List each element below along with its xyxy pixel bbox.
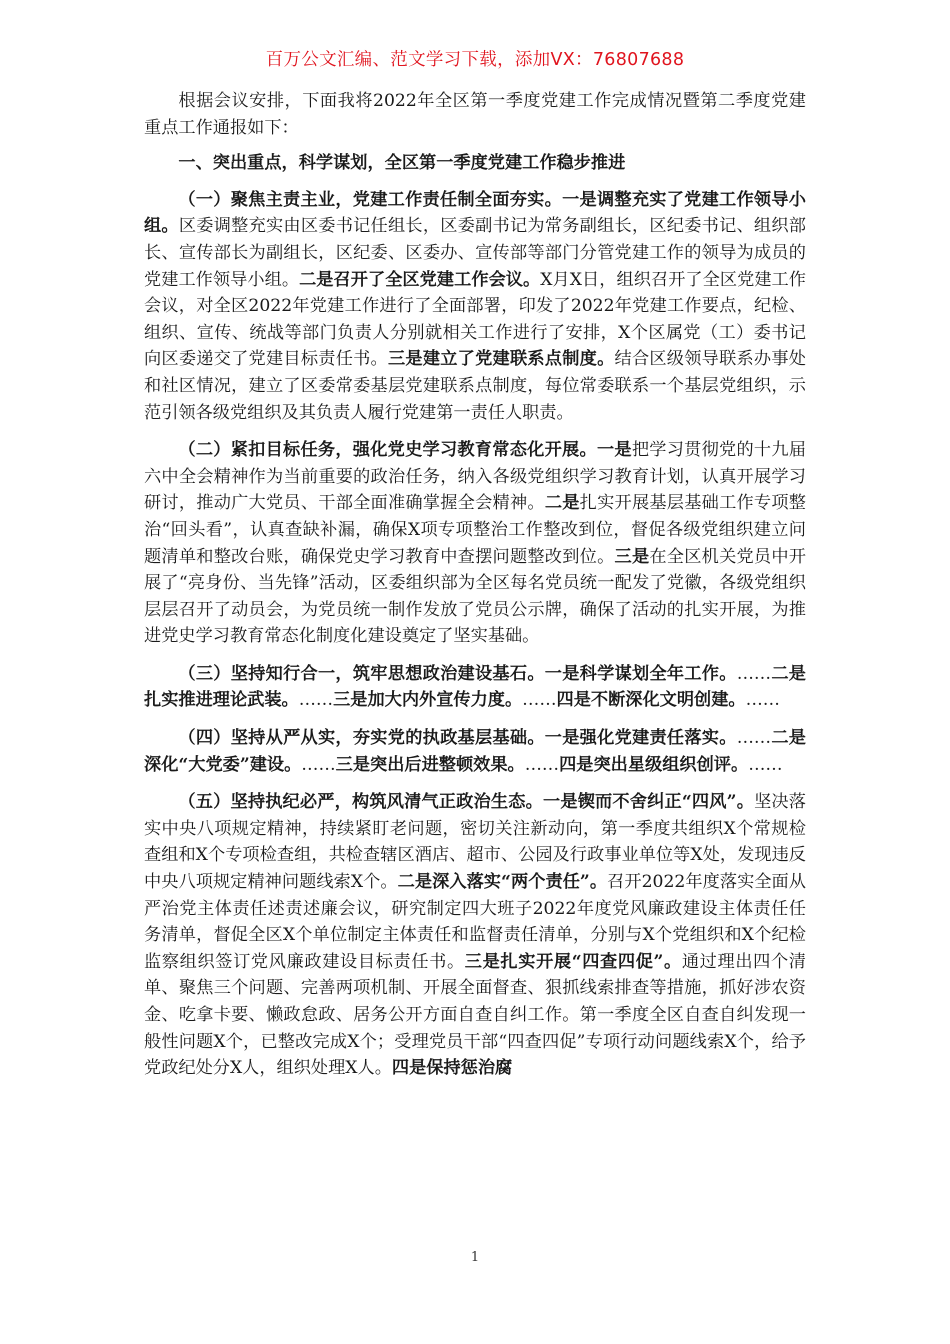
paragraph-2-point-1: 一是 bbox=[596, 440, 632, 461]
paragraph-1-point-2: 二是召开了全区党建工作会议。 bbox=[299, 269, 541, 290]
paragraph-4-point-3: 三是突出后进整顿效果。 bbox=[335, 754, 525, 775]
paragraph-3-point-3: 三是加大内外宣传力度。 bbox=[333, 690, 523, 711]
paragraph-5-point-4: 四是保持惩治腐 bbox=[391, 1058, 513, 1079]
paragraph-2-title: （二）紧扣目标任务，强化党史学习教育常态化开展。 bbox=[178, 440, 597, 461]
paragraph-2-point-2: 二是 bbox=[544, 493, 580, 514]
paragraph-3-title: （三）坚持知行合一，筑牢思想政治建设基石。 bbox=[178, 663, 545, 684]
paragraph-3-ellipsis-1: …… bbox=[736, 663, 772, 684]
paragraph-5-point-3: 三是扎实开展“四查四促”。 bbox=[464, 951, 682, 972]
paragraph-3-point-1: 一是科学谋划全年工作。 bbox=[544, 663, 737, 684]
paragraph-3-point-2: 二是扎实推进理论武装。 bbox=[144, 663, 806, 711]
paragraph-1-title: （一）聚焦主责主业，党建工作责任制全面夯实。 bbox=[178, 189, 563, 210]
paragraph-2-text-1: 把学习贯彻党的十九届六中全会精神作为当前重要的政治任务，纳入各级党组织学习教育计划，认真开展学习研讨，推动广大党员、干部全面准确掌握全会精神。 bbox=[144, 440, 806, 514]
paragraph-1-point-1: 一是调整充实了党建工作领导小组。 bbox=[144, 189, 806, 237]
paragraph-3 bbox=[144, 661, 806, 714]
paragraph-5-text-1: 坚决落实中央八项规定精神，持续紧盯老问题，密切关注新动向，第一季度共组织X个常规检查组和X个专项检查组，共检查辖区酒店、超市、公园及行政事业单位等X处，发现违反中央八项规定精神问题线索X个。 bbox=[144, 792, 806, 893]
paragraph-4-ellipsis-2: …… bbox=[301, 754, 336, 775]
paragraph-2-point-3: 三是 bbox=[614, 546, 650, 567]
paragraph-1 bbox=[144, 187, 806, 426]
paragraph-5-text-3: 通过理出四个清单、聚焦三个问题、完善两项机制、开展全面督查、狠抓线索排查等措施，抓好涉农资金、吃拿卡要、懒政怠政、居务公开方面自查自纠工作。第一季度全区自查自纠发现一般性问题X个，已整改完成X个；受理党员干部“四查四促”专项行动问题线索X个，给予党政纪处分X人，组织处理X人。 bbox=[144, 951, 806, 1079]
intro-paragraph: 根据会议安排，下面我将2022年全区第一季度党建工作完成情况暨第二季度党建重点工作通报如下： bbox=[144, 91, 806, 138]
paragraph-5 bbox=[144, 789, 806, 1082]
paragraph-5-point-1: 一是锲而不舍纠正“四风”。 bbox=[542, 792, 755, 813]
paragraph-1-point-3: 三是建立了党建联系点制度。 bbox=[387, 349, 615, 370]
section-heading: 一、突出重点，科学谋划，全区第一季度党建工作稳步推进 bbox=[178, 153, 626, 174]
paragraph-2-text-3: 在全区机关党员中开展了“亮身份、当先锋”活动，区委组织部为全区每名党员统一配发了党徽，各级党组织层层召开了动员会，为党员统一制作发放了党员公示牌，确保了活动的扎实开展，为推进党史学习教育常态化制度化建设奠定了坚实基础。 bbox=[144, 546, 806, 647]
paragraph-4-point-1: 一是强化党建责任落实。 bbox=[544, 728, 737, 749]
page-number: 1 bbox=[470, 1250, 480, 1265]
paragraph-3-ellipsis-3: …… bbox=[522, 690, 557, 711]
paragraph-4-title: （四）坚持从严从实，夯实党的执政基层基础。 bbox=[178, 728, 545, 749]
paragraph-3-ellipsis-4: …… bbox=[745, 690, 780, 711]
paragraph-2 bbox=[144, 437, 806, 650]
document-body bbox=[144, 88, 806, 1093]
header-banner: 百万公文汇编、范文学习下载，添加VX：76807688 bbox=[265, 50, 685, 70]
paragraph-1-text-1: 区委调整充实由区委书记任组长，区委副书记为常务副组长，区纪委书记、组织部长、宣传部长为副组长，区纪委、区委办、宣传部等部门分管党建工作的领导为成员的党建工作领导小组。 bbox=[144, 216, 806, 290]
paragraph-3-point-4: 四是不断深化文明创建。 bbox=[556, 690, 746, 711]
paragraph-5-point-2: 二是深入落实“两个责任”。 bbox=[397, 872, 608, 893]
paragraph-5-title: （五）坚持执纪必严，构筑风清气正政治生态。 bbox=[178, 792, 543, 813]
paragraph-3-ellipsis-2: …… bbox=[298, 690, 334, 711]
paragraph-1-text-2: X月X日，组织召开了全区党建工作会议，对全区2022年党建工作进行了全面部署，印发了2022年党建工作要点，纪检、组织、宣传、统战等部门负责人分别就相关工作进行了安排，X个区属党（工）委书记向区委递交了党建目标责任书。 bbox=[144, 269, 806, 370]
paragraph-4-point-4: 四是突出星级组织创评。 bbox=[559, 754, 749, 775]
paragraph-4 bbox=[144, 725, 806, 778]
paragraph-2-text-2: 扎实开展基层基础工作专项整治“回头看”，认真查缺补漏，确保X项专项整治工作整改到位，督促各级党组织建立问题清单和整改台账，确保党史学习教育中查摆问题整改到位。 bbox=[144, 493, 806, 567]
paragraph-4-ellipsis-1: …… bbox=[736, 728, 772, 749]
paragraph-1-text-3: 结合区级领导联系办事处和社区情况，建立了区委常委基层党建联系点制度，每位常委联系一个基层党组织，示范引领各级党组织及其负责人履行党建第一责任人职责。 bbox=[144, 349, 806, 423]
paragraph-5-text-2: 召开2022年度落实全面从严治党主体责任述责述廉会议，研究制定四大班子2022年度党风廉政建设主体责任任务清单，督促全区X个单位制定主体责任和监督责任清单，分别与X个党组织和X个纪检监察组织签订党风廉政建设目标责任书。 bbox=[144, 872, 806, 972]
paragraph-4-ellipsis-4: …… bbox=[748, 754, 783, 775]
paragraph-4-point-2: 二是深化“大党委”建设。 bbox=[144, 728, 806, 775]
paragraph-4-ellipsis-3: …… bbox=[524, 754, 560, 775]
